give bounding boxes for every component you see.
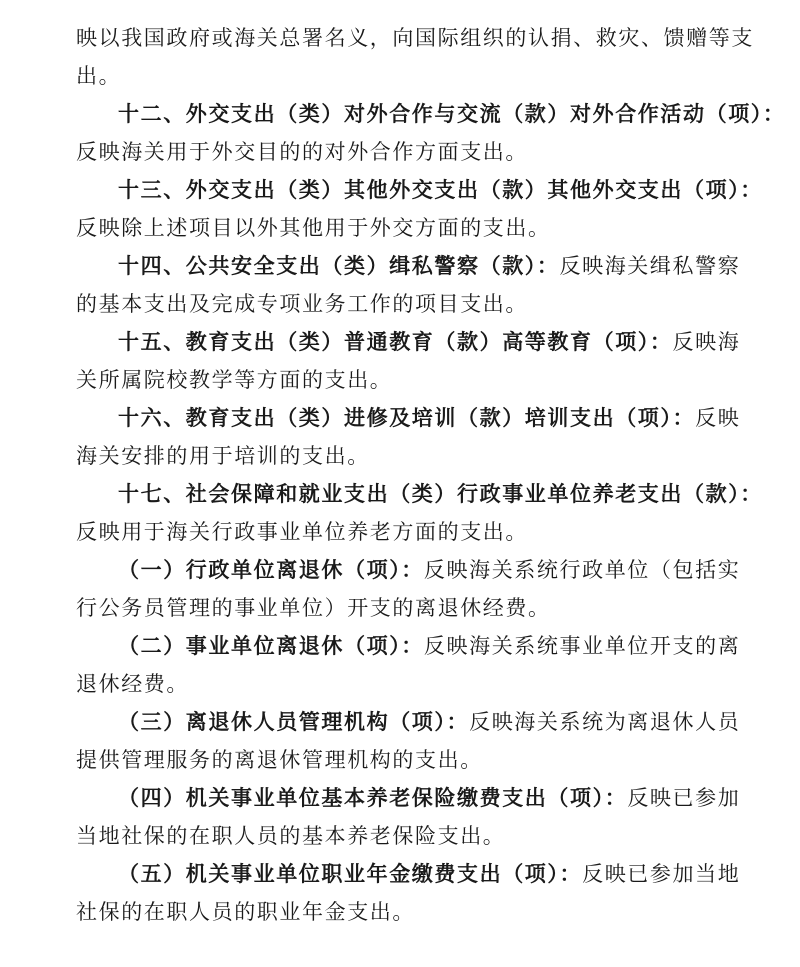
body-text: 反映海关系统为离退休人员	[469, 710, 741, 734]
body-text: 当地社保的在职人员的基本养老保险支出。	[76, 824, 506, 848]
body-text: 映以我国政府或海关总署名义，向国际组织的认捐、救灾、馈赠等支	[76, 26, 754, 50]
paragraph-line	[118, 779, 741, 817]
bold-heading: （五）机关事业单位职业年金缴费支出（项）：	[118, 861, 583, 886]
body-text: 关所属院校教学等方面的支出。	[76, 368, 393, 392]
paragraph-line	[76, 665, 726, 703]
bold-heading: 十二、外交支出（类）对外合作与交流（款）对外合作活动（项）：	[118, 101, 786, 126]
body-text: 反映	[695, 406, 741, 430]
bold-heading: 十四、公共安全支出（类）缉私警察（款）：	[118, 253, 560, 278]
paragraph-line	[76, 437, 726, 475]
paragraph-line	[76, 19, 754, 57]
bold-heading: 十七、社会保障和就业支出（类）行政事业单位养老支出（款）：	[118, 481, 763, 506]
paragraph-line	[76, 589, 726, 627]
body-text: 反映已参加当地	[582, 862, 741, 886]
paragraph-line	[118, 703, 741, 741]
paragraph-line	[76, 209, 726, 247]
paragraph-line	[118, 323, 741, 361]
bold-heading: 十六、教育支出（类）进修及培训（款）培训支出（项）：	[118, 405, 696, 430]
body-text: 反映海关用于外交目的的对外合作方面支出。	[76, 140, 528, 164]
paragraph-line	[118, 551, 741, 589]
bold-heading: 十五、教育支出（类）普通教育（款）高等教育（项）：	[118, 329, 673, 354]
paragraph-line	[76, 817, 726, 855]
body-text: 行公务员管理的事业单位）开支的离退休经费。	[76, 596, 551, 620]
paragraph-line	[76, 893, 726, 931]
body-text: 出。	[76, 64, 122, 88]
paragraph-line	[118, 399, 741, 437]
paragraph-line	[76, 285, 726, 323]
paragraph-line	[118, 855, 741, 893]
bold-heading: 十三、外交支出（类）其他外交支出（款）其他外交支出（项）：	[118, 177, 763, 202]
body-text: 提供管理服务的离退休管理机构的支出。	[76, 748, 483, 772]
bold-heading: （四）机关事业单位基本养老保险缴费支出（项）：	[118, 785, 628, 810]
body-text: 社保的在职人员的职业年金支出。	[76, 900, 415, 924]
paragraph-line	[118, 627, 741, 665]
bold-heading: （三）离退休人员管理机构（项）：	[118, 709, 470, 734]
body-text: 反映海关缉私警察	[559, 254, 741, 278]
body-text: 反映用于海关行政事业单位养老方面的支出。	[76, 520, 528, 544]
paragraph-line	[76, 133, 726, 171]
bold-heading: （一）行政单位离退休（项）：	[118, 557, 424, 582]
paragraph-line	[118, 95, 786, 133]
body-text: 反映已参加	[627, 786, 741, 810]
paragraph-line	[76, 57, 726, 95]
paragraph-line	[76, 361, 726, 399]
paragraph-line	[118, 475, 763, 513]
paragraph-line	[118, 171, 763, 209]
body-text: 退休经费。	[76, 672, 189, 696]
body-text: 反映海	[672, 330, 741, 354]
body-text: 海关安排的用于培训的支出。	[76, 444, 370, 468]
body-text: 反映海关系统行政单位（包括实	[423, 558, 741, 582]
paragraph-line	[118, 247, 741, 285]
paragraph-line	[76, 513, 726, 551]
body-text: 反映除上述项目以外其他用于外交方面的支出。	[76, 216, 551, 240]
paragraph-line	[76, 741, 726, 779]
body-text: 的基本支出及完成专项业务工作的项目支出。	[76, 292, 528, 316]
body-text: 反映海关系统事业单位开支的离	[423, 634, 741, 658]
bold-heading: （二）事业单位离退休（项）：	[118, 633, 424, 658]
